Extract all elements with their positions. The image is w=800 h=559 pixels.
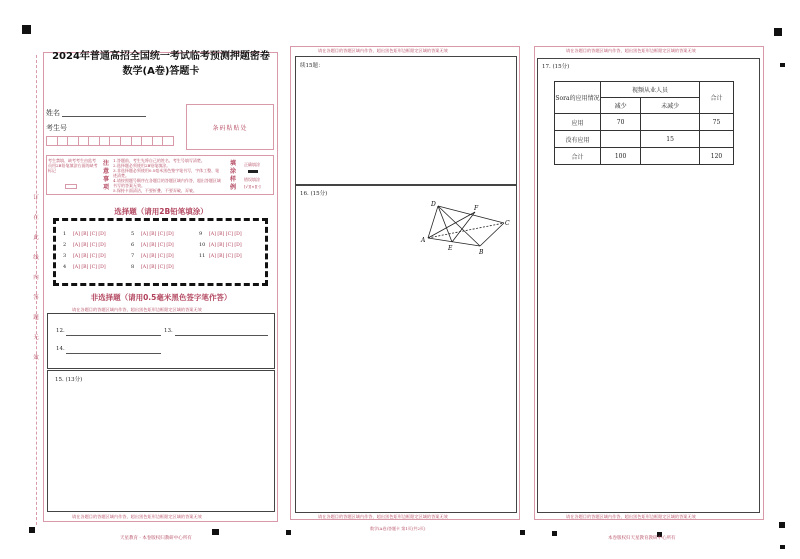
answer-area-warning: 请在各题目的答题区域内作答，超出黑色矩形边框限定区域的答案无效 <box>566 514 696 519</box>
fill-in-box <box>47 313 275 369</box>
answer-area-warning: 请在各题目的答题区域内作答，超出黑色矩形边框限定区域的答案无效 <box>72 307 202 312</box>
q13-answer-line[interactable] <box>175 335 268 336</box>
notice-label: 注意事项 <box>103 160 110 191</box>
table-group-header: 视频从业人员 <box>601 82 700 98</box>
q17-label: 17. (15分) <box>542 64 570 70</box>
timing-mark <box>286 530 291 535</box>
non-choice-title: 非选择题（请用0.5毫米黑色签字笔作答） <box>90 293 232 302</box>
notice-items: 1.答题前，考生先将自己的姓名、考生号填写清楚。 2.选择题必须使用2B铅笔填涂。 3.非选择题必须使用0.5毫米黑色签字笔书写，字体工整、笔迹清楚。 4.请按照题号顺序在各题目的答题区域内作答，超出答题区域书写的答案无效。 5.保持卡面清洁，不要折叠、不要弄破、弄皱。 <box>113 158 221 193</box>
table-row: 没有应用 15 <box>555 131 734 148</box>
binding-strip-text: 订 在 此 线 内 答 题 无 效 <box>33 195 39 361</box>
registration-mark <box>774 28 782 36</box>
answer-area-warning: 请在各题目的答题区域内作答，超出黑色矩形边框限定区域的答案无效 <box>318 48 448 53</box>
q14-label: 14. <box>56 346 65 352</box>
wrong-fill-sample: [√][×][-] <box>244 184 261 189</box>
choice-row: 1 [A] [B] [C] [D] 5 [A] [B] [C] [D] 9 [A] [B] [C] [D] <box>63 231 242 237</box>
footer-left: 天星教育 · 本卷版权归教研中心所有 <box>120 536 192 541</box>
choice-row: 2 [A] [B] [C] [D] 6 [A] [B] [C] [D] 10 [A] [B] [C] [D] <box>63 242 242 248</box>
q15-label: 15. (13分) <box>55 377 83 383</box>
answer-area-warning: 请在各题目的答题区域内作答，超出黑色矩形边框限定区域的答案无效 <box>566 48 696 53</box>
registration-mark <box>779 522 785 528</box>
point-label-e: E <box>448 245 453 252</box>
correct-fill-label: 正确填涂 <box>244 162 260 167</box>
point-label-f: F <box>474 205 479 212</box>
exam-no-label: 考生号 <box>46 124 67 132</box>
answer-area-warning: 请在各题目的答题区域内作答，超出黑色矩形边框限定区域的答案无效 <box>318 514 448 519</box>
barcode-box: 条码粘贴处 <box>186 104 274 150</box>
choice-row: 3 [A] [B] [C] [D] 7 [A] [B] [C] [D] 11 [A] [B] [C] [D] <box>63 253 242 259</box>
timing-mark <box>780 63 785 67</box>
fill-example-label: 填涂样例 <box>230 160 237 191</box>
registration-mark <box>22 25 31 34</box>
q15-continued-label: 续15题： <box>300 63 324 69</box>
choice-grid <box>63 229 263 273</box>
point-label-c: C <box>505 220 510 227</box>
timing-mark <box>780 545 785 549</box>
footer-right: 本卷版权归天星教育教研中心所有 <box>608 536 676 541</box>
point-label-a: A <box>421 237 426 244</box>
q13-label: 13. <box>164 328 173 334</box>
q12-label: 12. <box>56 328 65 334</box>
point-label-b: B <box>479 249 484 256</box>
q16-geometry-figure <box>418 198 514 258</box>
q14-answer-line[interactable] <box>66 353 161 354</box>
footer-middle: 数学(A卷)答题卡 第1页(共2页) <box>370 526 426 531</box>
timing-mark <box>212 529 219 535</box>
choice-title: 选择题（请用2B铅笔填涂） <box>114 207 208 216</box>
exam-no-boxes[interactable] <box>46 136 174 146</box>
table-col-header: 减少 <box>601 98 641 114</box>
name-field[interactable] <box>62 116 146 117</box>
table-col-header: 未减少 <box>641 98 700 114</box>
timing-mark <box>552 531 557 536</box>
q16-label: 16. (15分) <box>300 191 328 197</box>
timing-mark <box>520 530 525 535</box>
absent-mark-box[interactable] <box>65 184 77 189</box>
answer-area-warning: 请在各题目的答题区域内作答，超出黑色矩形边框限定区域的答案无效 <box>72 514 202 519</box>
contingency-table <box>554 81 734 165</box>
table-row: 合计 100 120 <box>555 148 734 165</box>
choice-row: 4 [A] [B] [C] [D] 8 [A] [B] [C] [D] <box>63 264 174 270</box>
card-title: 2024年普通高招全国统一考试临考预测押题密卷 数学(A卷)答题卡 <box>52 51 270 77</box>
table-row: 应用 70 75 <box>555 114 734 131</box>
table-corner-cell: Sora的应用情况 <box>555 82 601 114</box>
wrong-fill-label: 错误填涂 <box>244 177 260 182</box>
absent-notice: 考生禁填、缺考考生由监考员用2B铅笔填涂右面的缺考标记 <box>48 158 98 173</box>
q15-continued-box[interactable] <box>295 56 517 185</box>
table-total-header: 合计 <box>700 82 734 114</box>
q15-box[interactable] <box>47 370 275 512</box>
correct-fill-sample <box>248 170 258 173</box>
q12-answer-line[interactable] <box>66 335 161 336</box>
name-label: 姓名 <box>46 109 60 117</box>
point-label-d: D <box>431 201 436 208</box>
registration-mark <box>29 527 35 533</box>
